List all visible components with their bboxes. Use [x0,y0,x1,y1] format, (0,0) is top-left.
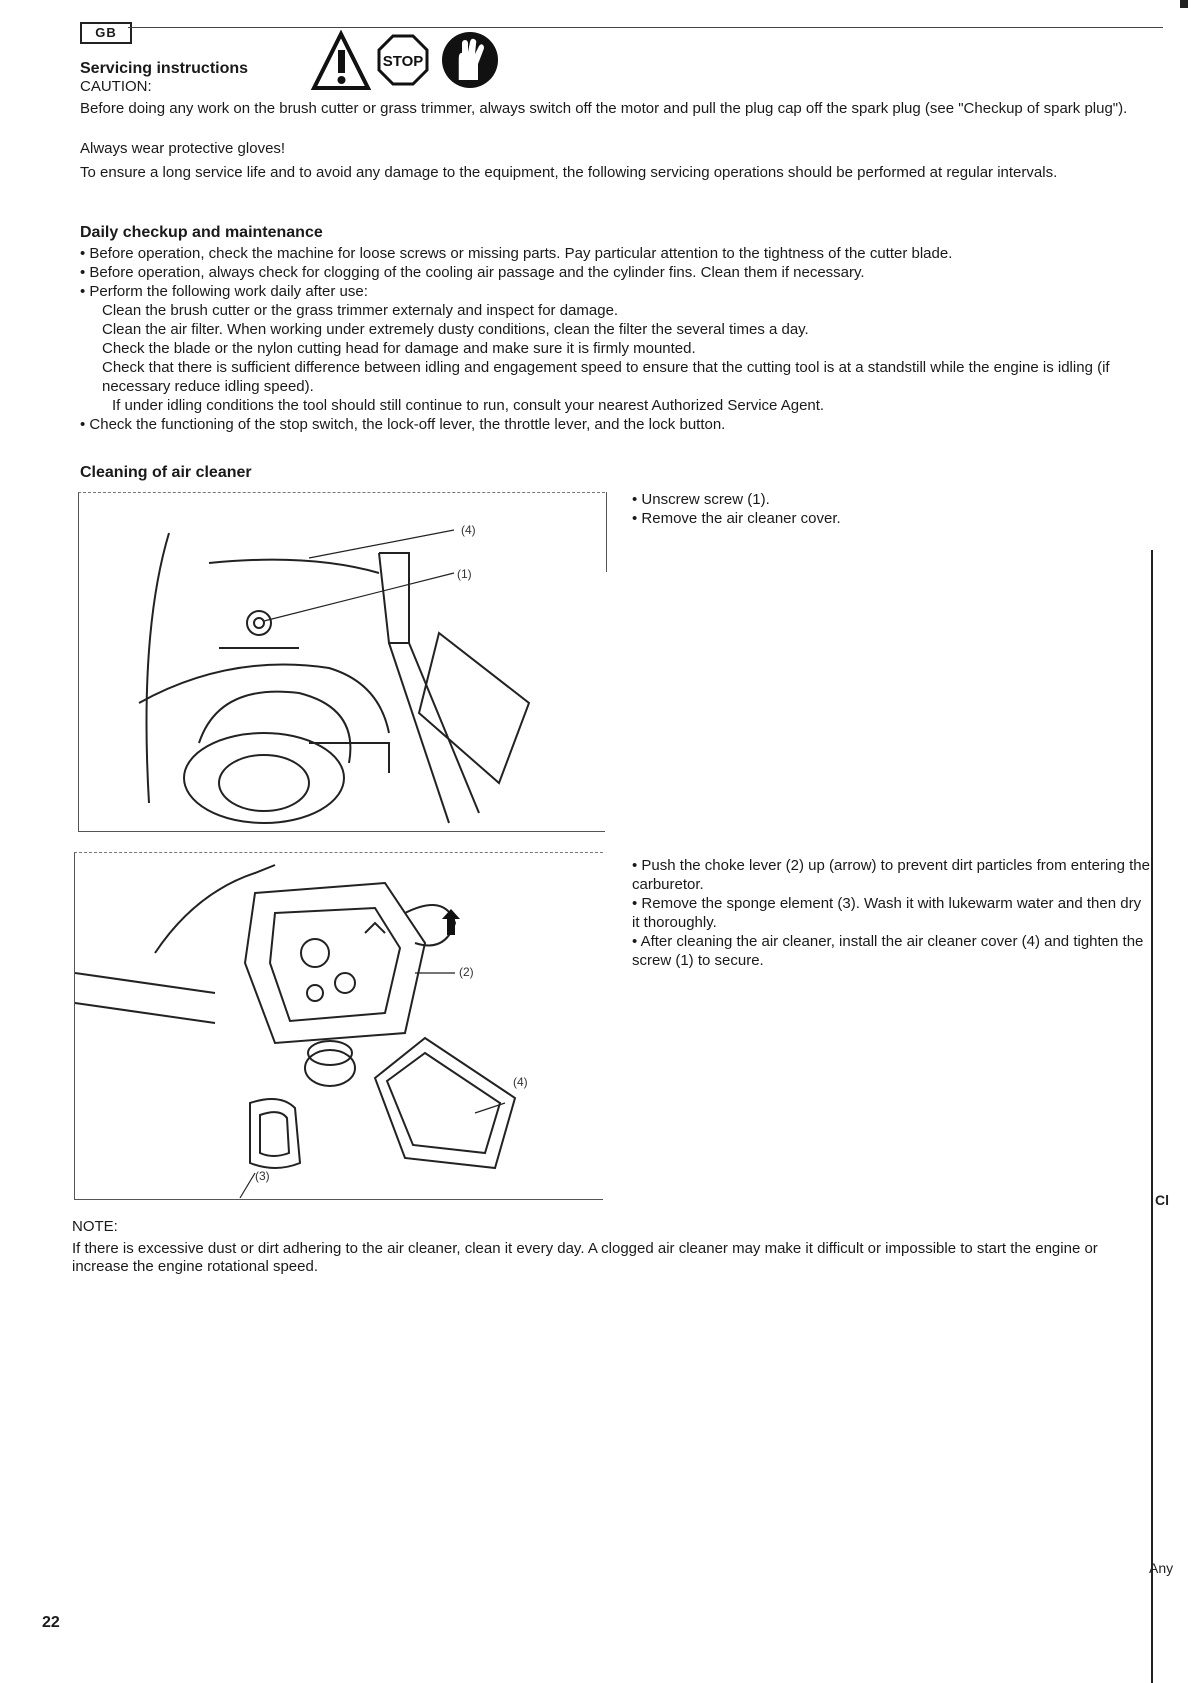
edge-fragment-any: Any [1149,1560,1174,1576]
fig2-label-4: (4) [513,1075,528,1089]
fig2-label-2: (2) [459,965,474,979]
list-item: • Unscrew screw (1). [632,491,770,508]
stop-sign-icon [379,36,427,84]
section-title: Servicing instructions [80,60,249,77]
daily-title: Daily checkup and maintenance [80,224,323,241]
list-item: • Check the functioning of the stop switch, the lock-off lever, the throttle lever, and the lock button. [80,416,726,433]
caution-text-1: Before doing any work on the brush cutter or grass trimmer, always switch off the motor and pull the plug cap off the spark plug (see "Checkup of spark plug"). [80,100,1128,117]
air-cleaner-title: Cleaning of air cleaner [80,464,252,481]
caution-text-2: Always wear protective gloves! [80,140,286,157]
list-item: • Before operation, always check for clogging of the cooling air passage and the cylinder fins. Clean them if necessary. [80,264,865,281]
language-code: GB [80,22,132,44]
list-item: • Remove the air cleaner cover. [632,510,841,527]
daily-list [80,244,1170,434]
list-item: • Perform the following work daily after use: [80,283,368,300]
figure-1-side-rule [606,492,607,572]
adjacent-page-edge [1145,430,1191,1683]
page-number: 22 [42,1614,60,1631]
list-item: If under idling conditions the tool should still continue to run, consult your nearest Authorized Service Agent. [112,397,825,414]
figure-1 [78,492,605,832]
stop-sign-label: STOP [382,53,424,70]
caution-text-3: To ensure a long service life and to avoid any damage to the equipment, the following servicing operations should be performed at regular intervals. [80,164,1058,181]
edge-rule [1151,550,1153,1683]
list-item: Check the blade or the nylon cutting head for damage and make sure it is firmly mounted. [102,340,696,357]
list-item: • After cleaning the air cleaner, install the air cleaner cover (4) and tighten the screw (1) to secure. [632,933,1144,969]
note-label: NOTE: [72,1218,118,1235]
corner-mark [1180,0,1188,8]
list-item: • Push the choke lever (2) up (arrow) to prevent dirt particles from entering the carburetor. [632,857,1150,893]
list-item: • Remove the sponge element (3). Wash it with lukewarm water and then dry it thoroughly. [632,895,1142,931]
figure-2 [74,852,603,1200]
fig2-steps [632,856,1152,970]
list-item: Clean the air filter. When working under extremely dusty conditions, clean the filter the several times a day. [102,321,809,338]
fig2-label-3: (3) [255,1169,270,1183]
list-item: Check that there is sufficient difference between idling and engagement speed to ensure that the cutting tool is at a standstill while the engine is idling (if necessary reduce idling speed). [102,359,1110,395]
engine-cover-illustration [79,493,605,831]
fig1-label-4: (4) [461,523,476,537]
fig1-steps [632,490,1132,528]
list-item: • Before operation, check the machine for loose screws or missing parts. Pay particular attention to the tightness of the cutter blade. [80,245,953,262]
air-filter-illustration [75,853,603,1199]
caution-label: CAUTION: [80,78,152,95]
fig1-label-1: (1) [457,567,472,581]
header-rule [128,27,1163,28]
list-item: Clean the brush cutter or the grass trimmer externaly and inspect for damage. [102,302,619,319]
edge-fragment-cl: Cl [1155,1192,1169,1208]
note-text: If there is excessive dust or dirt adhering to the air cleaner, clean it every day. A clogged air cleaner may make it difficult or impossible to start the engine or increase the engine rotational speed. [72,1240,1098,1275]
choke-arrow-icon [442,909,460,935]
